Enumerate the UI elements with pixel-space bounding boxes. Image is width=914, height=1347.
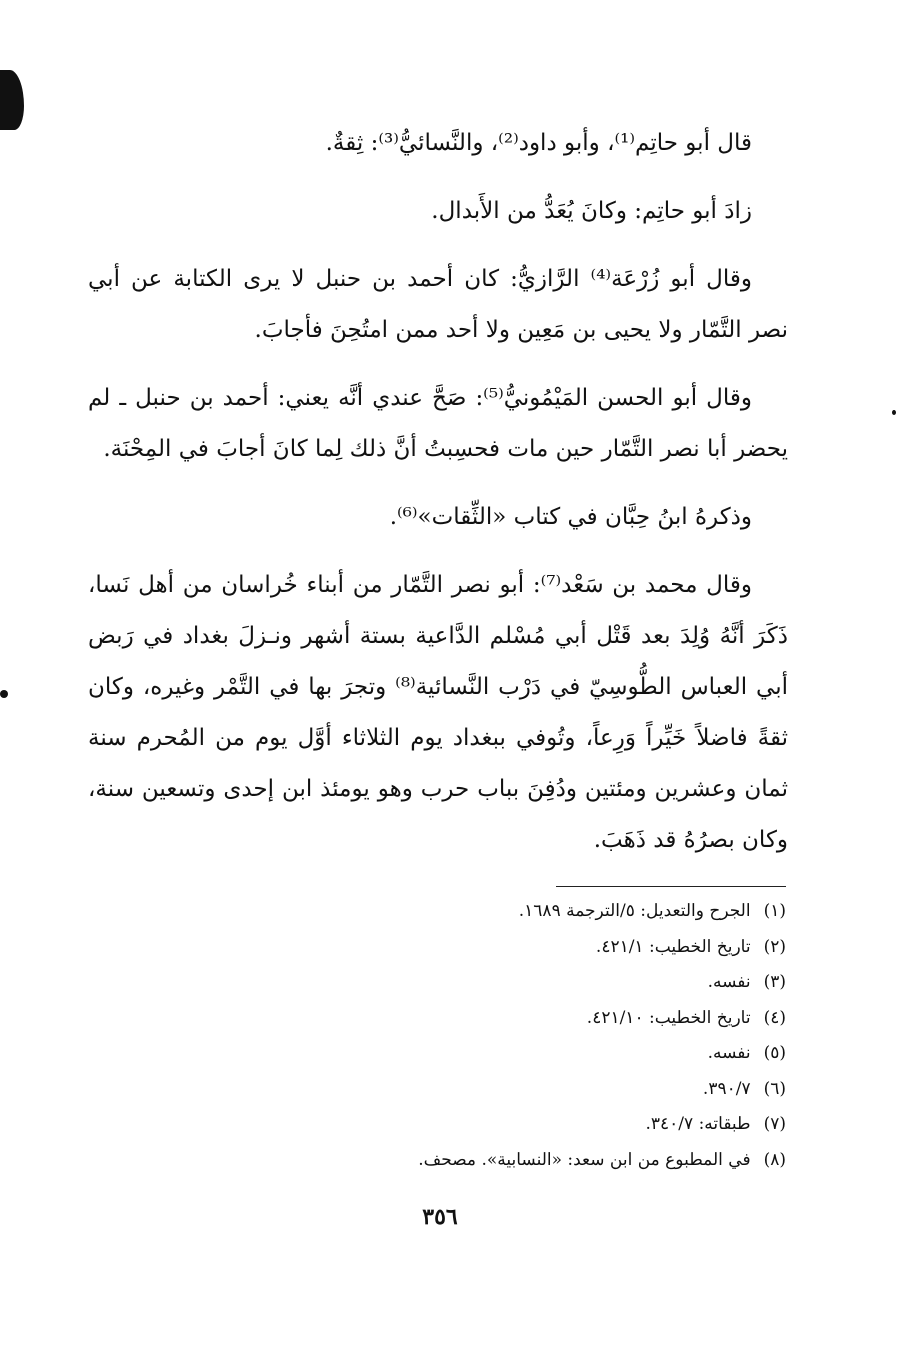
footnote-number: (٢) <box>763 936 786 957</box>
footnote-text: الجرح والتعديل: ٥/الترجمة ١٦٨٩. <box>518 901 751 921</box>
footnote-2 <box>300 930 786 966</box>
main-text <box>88 118 788 883</box>
footnote-6 <box>300 1072 786 1108</box>
footnote-3 <box>300 965 786 1001</box>
footnote-text: في المطبوع من ابن سعد: «النسابية». مصحف. <box>418 1149 751 1170</box>
footnote-4 <box>300 1001 786 1037</box>
footnote-7 <box>300 1107 786 1143</box>
paragraph-4: وقال أبو الحسن المَيْمُونيُّ⁽⁵⁾: صَحَّ عندي أنَّه يعني: أحمد بن حنبل ـ لم يحضر أبا نصر التَّمّار حين مات فحسِبتُ أنَّ ذلك لِما كانَ أجابَ في المِحْنَة. <box>88 385 788 462</box>
footnote-separator <box>556 886 786 887</box>
page-number: ٣٥٦ <box>422 1204 458 1230</box>
footnote-number: (٨) <box>763 1149 786 1170</box>
scan-edge-mark <box>0 70 24 130</box>
footnote-text: ٣٩٠/٧. <box>702 1078 751 1099</box>
footnote-text: طبقاته: ٣٤٠/٧. <box>645 1114 751 1134</box>
footnote-text: تاريخ الخطيب: ٤٢١/١٠. <box>586 1007 751 1028</box>
paragraph-1: قال أبو حاتِم⁽¹⁾، وأبو داود⁽²⁾، والنَّسائيُّ⁽³⁾: ثِقةٌ. <box>325 130 752 156</box>
footnote-number: (٤) <box>763 1007 786 1028</box>
footnote-number: (٦) <box>763 1078 786 1099</box>
footnote-text: نفسه. <box>707 972 751 992</box>
footnote-number: (١) <box>763 901 786 921</box>
paragraph-6: وقال محمد بن سَعْد⁽⁷⁾: أبو نصر التَّمّار من أبناء خُراسان من أهل نَسا، ذَكَرَ أنَّهُ وُلِدَ بعد قَتْل أبي مُسْلم الدَّاعية بستة أشهر ونـزلَ بغداد في رَبض أبي العباس الطُّوسِيّ في دَرْب النَّسائية⁽⁸⁾ وتجرَ بها في التَّمْر وغيره، وكان ثقةً فاضلاً خَيِّراً وَرِعاً، وتُوفي ببغداد يوم الثلاثاء أوَّل يوم من المُحرم سنة ثمان وعشرين ومئتين ودُفِنَ بباب حرب وهو يومئذ ابن إحدى وتسعين سنة، وكان بصرُهُ قد ذَهَبَ. <box>88 572 788 853</box>
paragraph-3: وقال أبو زُرْعَة⁽⁴⁾ الرَّازيُّ: كان أحمد بن حنبل لا يرى الكتابة عن أبي نصر التَّمّار ولا يحيى بن مَعِين ولا أحد ممن امتُحِنَ فأجابَ. <box>88 266 788 343</box>
footnote-text: نفسه. <box>707 1043 751 1063</box>
footnote-text: تاريخ الخطيب: ٤٢١/١. <box>595 936 751 957</box>
scan-edge-dot <box>0 690 8 698</box>
footnote-8 <box>300 1143 786 1179</box>
footnote-number: (٣) <box>763 972 786 992</box>
footnote-number: (٧) <box>763 1114 786 1134</box>
footnotes <box>300 894 786 1178</box>
footnote-number: (٥) <box>763 1043 786 1063</box>
paragraph-5: وذكرهُ ابنُ حِبَّان في كتاب «الثِّقات»⁽⁶⁾. <box>389 504 752 530</box>
scan-edge-dot-right <box>892 410 896 415</box>
footnote-5 <box>300 1036 786 1072</box>
paragraph-2: زادَ أبو حاتِم: وكانَ يُعَدُّ من الأَبدال. <box>431 198 752 224</box>
footnote-1 <box>300 894 786 930</box>
